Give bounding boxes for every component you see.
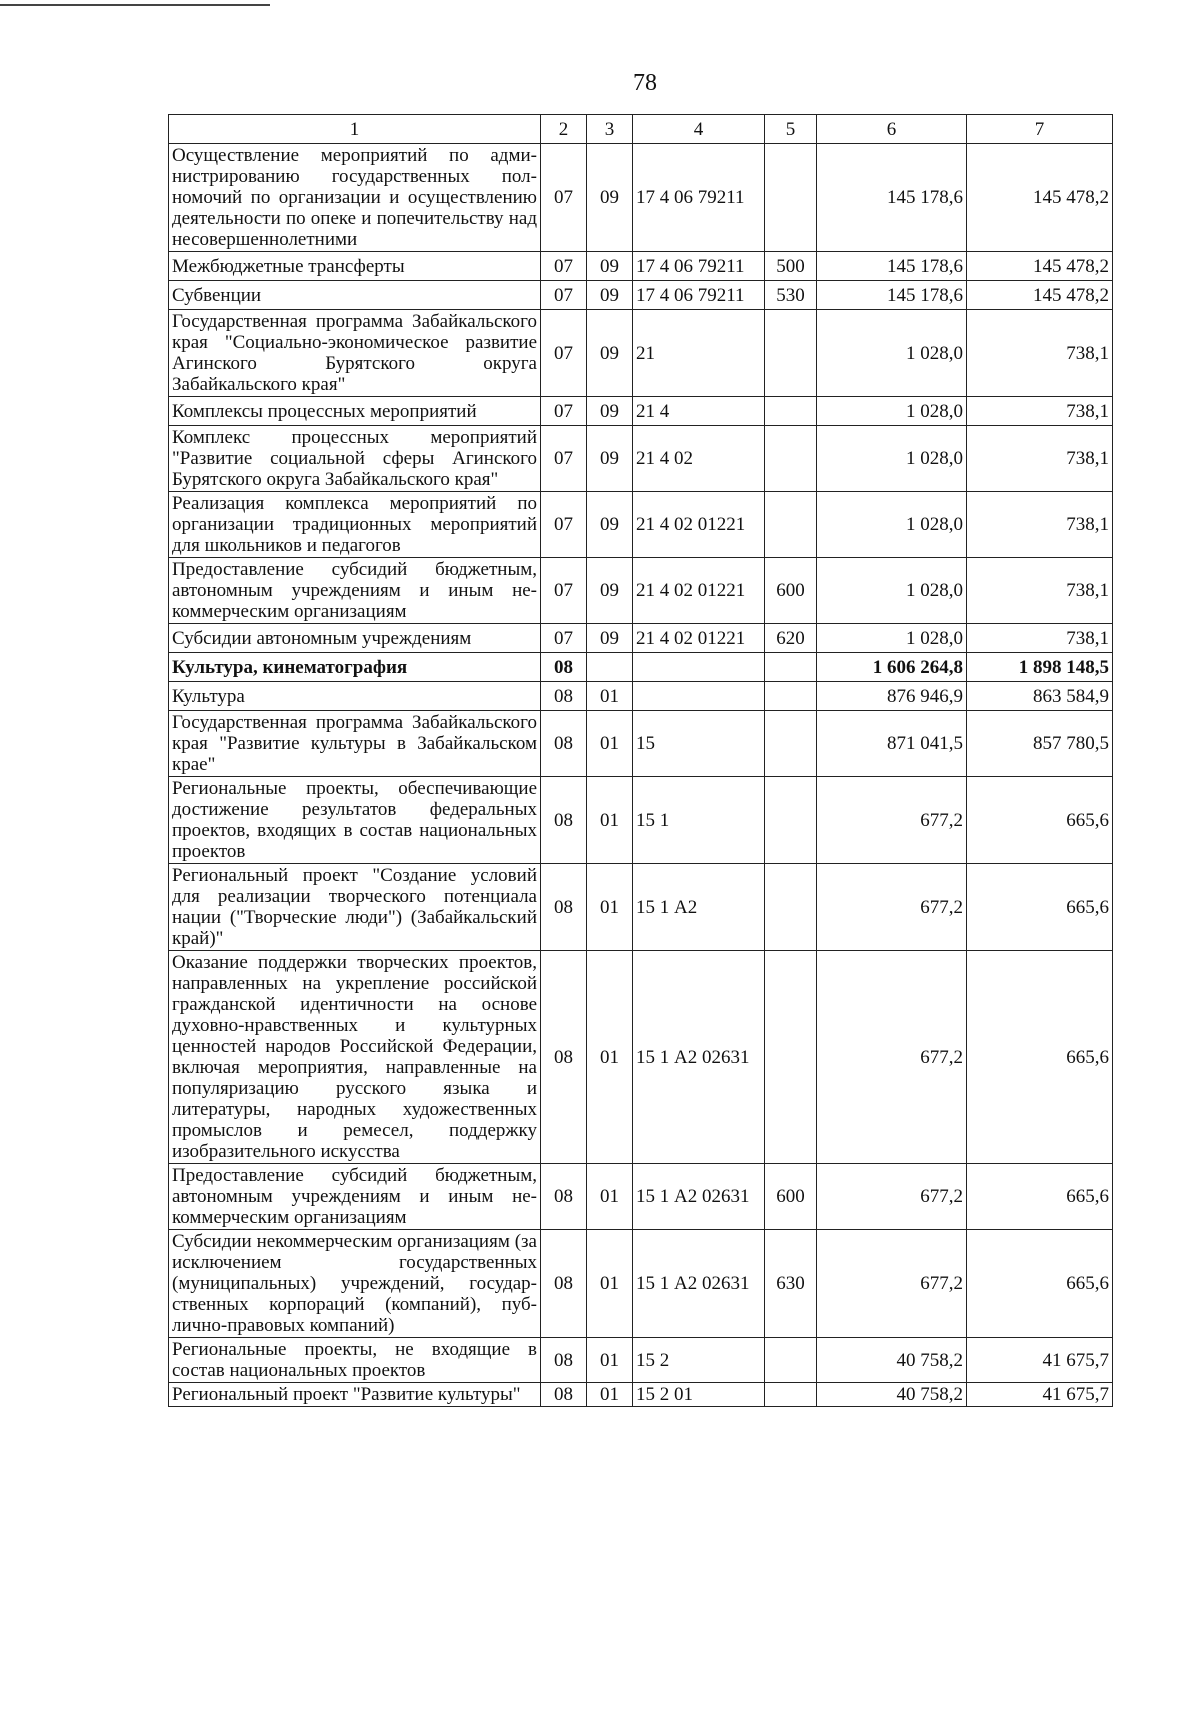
row-target-article: 15 2: [633, 1338, 765, 1383]
budget-table: [168, 114, 1113, 1407]
row-amount-col6: 1 028,0: [817, 558, 967, 624]
row-amount-col6: 1 606 264,8: [817, 653, 967, 682]
row-expense-type: [765, 492, 817, 558]
row-section-code: 07: [541, 558, 587, 624]
row-expense-type: [765, 426, 817, 492]
row-amount-col7: 665,6: [967, 777, 1113, 864]
table-row: [169, 144, 1113, 252]
row-expense-type: [765, 1383, 817, 1407]
header-col-3: 3: [587, 115, 633, 144]
row-subsection-code: 09: [587, 426, 633, 492]
row-section-code: 08: [541, 1338, 587, 1383]
row-target-article: 15 1 А2 02631: [633, 1164, 765, 1230]
row-expense-type: [765, 397, 817, 426]
row-target-article: 21 4: [633, 397, 765, 426]
table-row: [169, 624, 1113, 653]
row-amount-col6: 677,2: [817, 951, 967, 1164]
row-section-code: 08: [541, 711, 587, 777]
table-row: [169, 777, 1113, 864]
row-subsection-code: 01: [587, 777, 633, 864]
row-name: Субвенции: [169, 281, 541, 310]
row-target-article: [633, 682, 765, 711]
row-expense-type: 500: [765, 252, 817, 281]
table-row: [169, 558, 1113, 624]
table-row: [169, 711, 1113, 777]
row-name: Оказание поддержки творческих проектов, направленных на укрепление российской гражданской идентичности на основе духовно-нравственных и культурных ценностей народов Российской Федерации, включая мероприятия, направленные на популяризацию русского языка и литературы, народных художественных промыслов и ремесел, поддержку изобразительного искусства: [169, 951, 541, 1164]
table-row: [169, 682, 1113, 711]
row-expense-type: 600: [765, 1164, 817, 1230]
row-subsection-code: 09: [587, 492, 633, 558]
row-expense-type: 630: [765, 1230, 817, 1338]
row-subsection-code: 09: [587, 144, 633, 252]
row-name: Предоставление субсидий бюджетным, автономным учреждениям и иным некоммерческим организациям: [169, 1164, 541, 1230]
table-row: [169, 281, 1113, 310]
table-header-row: [169, 115, 1113, 144]
row-target-article: 17 4 06 79211: [633, 144, 765, 252]
row-subsection-code: 01: [587, 1164, 633, 1230]
row-section-code: 07: [541, 252, 587, 281]
row-amount-col6: 677,2: [817, 1230, 967, 1338]
row-section-code: 07: [541, 310, 587, 397]
row-target-article: 15 1 А2 02631: [633, 951, 765, 1164]
row-amount-col7: 41 675,7: [967, 1338, 1113, 1383]
row-section-code: 07: [541, 624, 587, 653]
row-section-code: 08: [541, 653, 587, 682]
header-col-6: 6: [817, 115, 967, 144]
header-col-4: 4: [633, 115, 765, 144]
row-target-article: 15: [633, 711, 765, 777]
table-row: [169, 310, 1113, 397]
row-amount-col6: 40 758,2: [817, 1338, 967, 1383]
scan-edge-line: [0, 4, 270, 6]
row-target-article: 21: [633, 310, 765, 397]
table-row: [169, 1383, 1113, 1407]
table-row: [169, 492, 1113, 558]
row-subsection-code: 01: [587, 682, 633, 711]
row-target-article: 15 2 01: [633, 1383, 765, 1407]
row-subsection-code: 01: [587, 1383, 633, 1407]
row-amount-col6: 1 028,0: [817, 310, 967, 397]
row-amount-col6: 1 028,0: [817, 492, 967, 558]
row-section-code: 08: [541, 1164, 587, 1230]
row-amount-col7: 738,1: [967, 558, 1113, 624]
row-amount-col7: 738,1: [967, 426, 1113, 492]
row-subsection-code: 09: [587, 624, 633, 653]
row-subsection-code: 01: [587, 1338, 633, 1383]
row-amount-col6: 1 028,0: [817, 397, 967, 426]
row-target-article: 17 4 06 79211: [633, 281, 765, 310]
row-target-article: 15 1 А2: [633, 864, 765, 951]
row-amount-col7: 738,1: [967, 397, 1113, 426]
row-amount-col6: 1 028,0: [817, 624, 967, 653]
row-name: Реализация комплекса мероприятий по организации традиционных мероприятий для школьников и педагогов: [169, 492, 541, 558]
row-subsection-code: 09: [587, 558, 633, 624]
row-section-code: 07: [541, 426, 587, 492]
row-expense-type: [765, 310, 817, 397]
row-expense-type: [765, 653, 817, 682]
row-name: Субсидии автономным учреждениям: [169, 624, 541, 653]
row-amount-col6: 145 178,6: [817, 252, 967, 281]
row-name: Государственная программа Забайкальского края "Развитие культуры в Забайкальском крае": [169, 711, 541, 777]
row-name: Комплекс процессных мероприятий "Развитие социальной сферы Агинского Бурятского округа Забайкальского края": [169, 426, 541, 492]
row-expense-type: [765, 144, 817, 252]
row-expense-type: [765, 777, 817, 864]
row-amount-col7: 665,6: [967, 864, 1113, 951]
row-name: Комплексы процессных мероприятий: [169, 397, 541, 426]
table-row: [169, 864, 1113, 951]
row-amount-col7: 145 478,2: [967, 144, 1113, 252]
table-row: [169, 1338, 1113, 1383]
row-expense-type: 530: [765, 281, 817, 310]
row-amount-col7: 665,6: [967, 1230, 1113, 1338]
table-row: [169, 397, 1113, 426]
row-expense-type: [765, 864, 817, 951]
header-col-1: 1: [169, 115, 541, 144]
row-amount-col7: 857 780,5: [967, 711, 1113, 777]
row-subsection-code: [587, 653, 633, 682]
table-row: [169, 1164, 1113, 1230]
table-body: [169, 144, 1113, 1407]
row-amount-col7: 145 478,2: [967, 252, 1113, 281]
row-section-code: 08: [541, 682, 587, 711]
row-target-article: 21 4 02: [633, 426, 765, 492]
row-amount-col6: 876 946,9: [817, 682, 967, 711]
header-col-7: 7: [967, 115, 1113, 144]
row-subsection-code: 09: [587, 310, 633, 397]
row-target-article: 21 4 02 01221: [633, 558, 765, 624]
row-amount-col6: 677,2: [817, 864, 967, 951]
table-row: [169, 951, 1113, 1164]
row-name: Межбюджетные трансферты: [169, 252, 541, 281]
row-section-code: 08: [541, 1383, 587, 1407]
row-amount-col7: 1 898 148,5: [967, 653, 1113, 682]
row-subsection-code: 01: [587, 951, 633, 1164]
row-name: Предоставление субсидий бюджетным, автономным учреждениям и иным некоммерческим организациям: [169, 558, 541, 624]
header-col-2: 2: [541, 115, 587, 144]
row-section-code: 07: [541, 397, 587, 426]
row-name: Осуществление мероприятий по администрированию государственных полномочий по организации и осуществлению деятельности по опеке и попечительству над несовершеннолетними: [169, 144, 541, 252]
table-row: [169, 426, 1113, 492]
row-expense-type: 600: [765, 558, 817, 624]
row-expense-type: [765, 951, 817, 1164]
row-name: Государственная программа Забайкальского края "Социально-экономическое развитие Агинского Бурятского округа Забайкальского края": [169, 310, 541, 397]
row-expense-type: 620: [765, 624, 817, 653]
row-amount-col7: 145 478,2: [967, 281, 1113, 310]
row-target-article: 15 1 А2 02631: [633, 1230, 765, 1338]
row-name: Региональные проекты, не входящие в состав национальных проектов: [169, 1338, 541, 1383]
row-section-code: 08: [541, 951, 587, 1164]
row-subsection-code: 01: [587, 711, 633, 777]
row-name: Региональный проект "Развитие культуры": [169, 1383, 541, 1407]
table-row: [169, 252, 1113, 281]
row-amount-col6: 871 041,5: [817, 711, 967, 777]
row-amount-col6: 40 758,2: [817, 1383, 967, 1407]
row-name: Культура: [169, 682, 541, 711]
table-row: [169, 1230, 1113, 1338]
row-amount-col7: 41 675,7: [967, 1383, 1113, 1407]
table-row: [169, 653, 1113, 682]
row-target-article: 21 4 02 01221: [633, 624, 765, 653]
row-amount-col6: 145 178,6: [817, 144, 967, 252]
row-amount-col7: 738,1: [967, 310, 1113, 397]
row-amount-col6: 145 178,6: [817, 281, 967, 310]
row-subsection-code: 01: [587, 864, 633, 951]
row-amount-col7: 665,6: [967, 951, 1113, 1164]
row-name: Региональный проект "Создание условий для реализации творческого потенциала нации ("Творческие люди") (Забайкальский край)": [169, 864, 541, 951]
page-number: 78: [633, 70, 657, 96]
row-amount-col6: 677,2: [817, 1164, 967, 1230]
row-expense-type: [765, 711, 817, 777]
row-subsection-code: 09: [587, 281, 633, 310]
row-subsection-code: 01: [587, 1230, 633, 1338]
row-amount-col6: 1 028,0: [817, 426, 967, 492]
row-amount-col7: 863 584,9: [967, 682, 1113, 711]
row-name: Культура, кинематография: [169, 653, 541, 682]
row-target-article: 21 4 02 01221: [633, 492, 765, 558]
row-target-article: [633, 653, 765, 682]
row-target-article: 15 1: [633, 777, 765, 864]
row-section-code: 07: [541, 144, 587, 252]
header-col-5: 5: [765, 115, 817, 144]
row-amount-col7: 738,1: [967, 624, 1113, 653]
row-section-code: 08: [541, 864, 587, 951]
row-subsection-code: 09: [587, 252, 633, 281]
row-amount-col6: 677,2: [817, 777, 967, 864]
row-amount-col7: 665,6: [967, 1164, 1113, 1230]
row-target-article: 17 4 06 79211: [633, 252, 765, 281]
row-section-code: 07: [541, 492, 587, 558]
row-subsection-code: 09: [587, 397, 633, 426]
row-amount-col7: 738,1: [967, 492, 1113, 558]
row-section-code: 07: [541, 281, 587, 310]
row-expense-type: [765, 1338, 817, 1383]
row-name: Субсидии некоммерческим организациям (за исключением государственных (муниципальных) учреждений, государственных корпораций (компаний), публично-правовых компаний): [169, 1230, 541, 1338]
row-expense-type: [765, 682, 817, 711]
row-section-code: 08: [541, 777, 587, 864]
row-name: Региональные проекты, обеспечивающие достижение результатов федеральных проектов, входящих в состав национальных проектов: [169, 777, 541, 864]
row-section-code: 08: [541, 1230, 587, 1338]
